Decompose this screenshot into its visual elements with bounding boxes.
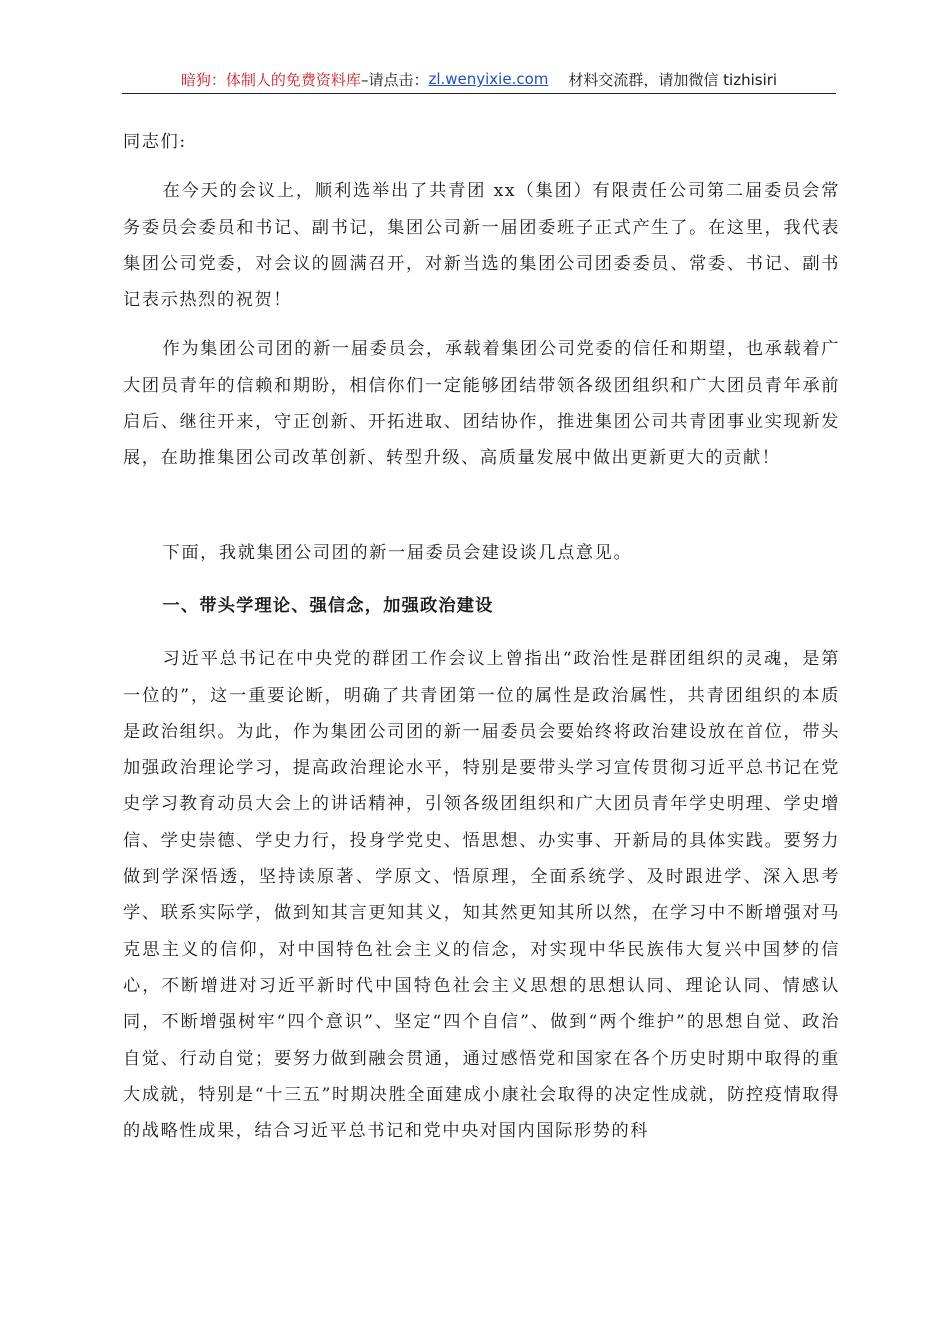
paragraph-congratulations: 在今天的会议上，顺利选举出了共青团 xx（集团）有限责任公司第二届委员会常务委员会委员和书记、副书记，集团公司新一届团委班子正式产生了。在这里，我代表集团公司党委，对会议的圆满召开，对新当选的集团公司团委委员、常委、书记、副书记表示热烈的祝贺！ xyxy=(123,181,840,311)
header-website-link[interactable]: zl.wenyixie.com xyxy=(428,70,549,88)
page-header xyxy=(122,66,836,92)
header-divider xyxy=(122,93,836,94)
salutation: 同志们: xyxy=(123,132,187,152)
section-heading-1: 一、带头学理论、强信念，加强政治建设 xyxy=(162,595,494,616)
header-prompt: –请点击： xyxy=(360,70,429,89)
paragraph-intro: 下面，我就集团公司团的新一届委员会建设谈几点意见。 xyxy=(162,542,633,563)
paragraph-political-building: 习近平总书记在中央党的群团工作会议上曾指出“政治性是群团组织的灵魂，是第一位的”，这一重要论断，明确了共青团第一位的属性是政治属性，共青团组织的本质是政治组织。为此，作为集团公司团的新一届委员会要始终将政治建设放在首位，带头加强政治理论学习，提高政治理论水平，特别是要带头学习宣传贯彻习近平总书记在党史学习教育动员大会上的讲话精神，引领各级团组织和广大团员青年学史明理、学史增信、学史崇德、学史力行，投身学党史、悟思想、办实事、开新局的具体实践。要努力做到学深悟透，坚持读原著、学原文、悟原理，全面系统学、及时跟进学、深入思考学、联系实际学，做到知其言更知其义，知其然更知其所以然，在学习中不断增强对马克思主义的信仰，对中国特色社会主义的信念，对实现中华民族伟大复兴中国梦的信心，不断增进对习近平新时代中国特色社会主义思想的思想认同、理论认同、情感认同，不断增强树牢“四个意识”、坚定“四个自信”、做到“两个维护”的思想自觉、政治自觉、行动自觉；要努力做到融会贯通，通过感悟党和国家在各个历史时期中取得的重大成就，特别是“十三五”时期决胜全面建成小康社会取得的决定性成就，防控疫情取得的战略性成果，结合习近平总书记和党中央对国内国际形势的科 xyxy=(123,649,840,1142)
header-contact: 材料交流群，请加微信 tizhisiri xyxy=(568,70,778,89)
paragraph-expectations: 作为集团公司团的新一届委员会，承载着集团公司党委的信任和期望，也承载着广大团员青年的信赖和期盼，相信你们一定能够团结带领各级团组织和广大团员青年承前启后、继往开来，守正创新、开拓进取、团结协作，推进集团公司共青团事业实现新发展，在助推集团公司改革创新、转型升级、高质量发展中做出更新更大的贡献！ xyxy=(123,339,840,469)
header-brand: 暗狗：体制人的免费资料库 xyxy=(180,70,361,89)
document-body xyxy=(123,124,840,1149)
